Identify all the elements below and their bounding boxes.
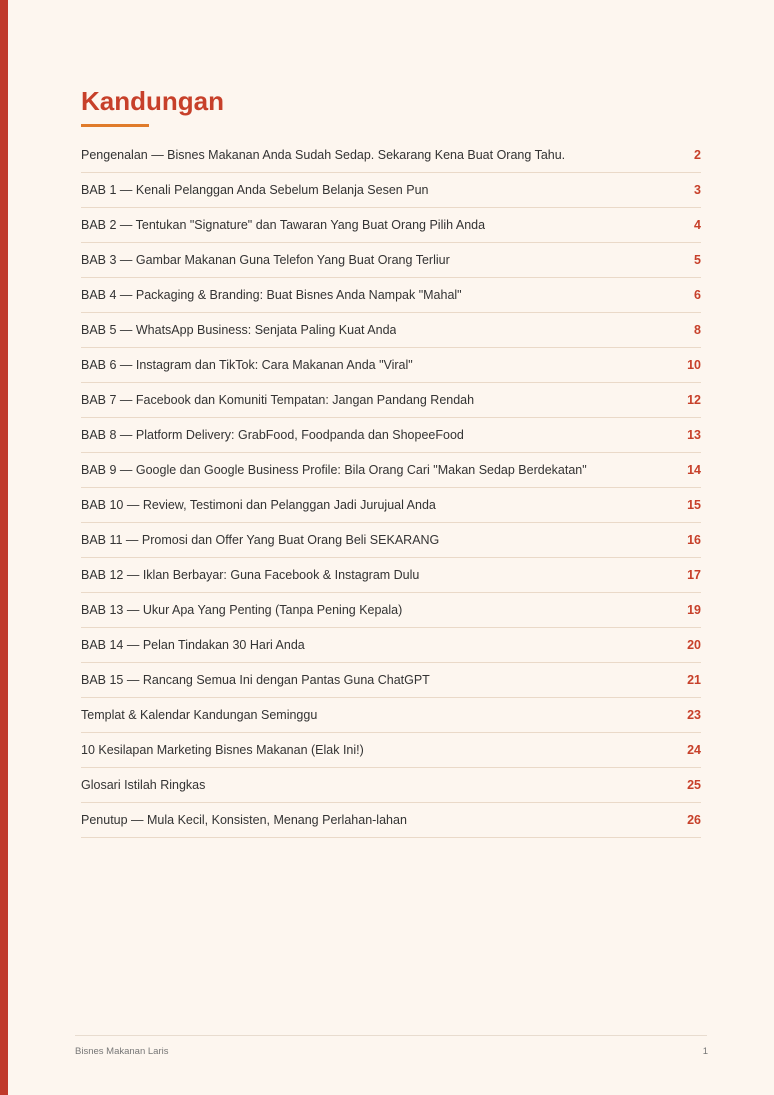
toc-item-label: BAB 12 — Iklan Berbayar: Guna Facebook & Instagram Dulu [81, 568, 420, 582]
toc-item-page: 20 [687, 638, 701, 652]
toc-item-label: Penutup — Mula Kecil, Konsisten, Menang Perlahan-lahan [81, 813, 407, 827]
toc-item-label: BAB 11 — Promosi dan Offer Yang Buat Orang Beli SEKARANG [81, 533, 440, 547]
footer-divider [75, 1035, 707, 1036]
toc-item-page: 19 [687, 603, 701, 617]
toc-item[interactable] [81, 733, 701, 768]
toc-item[interactable] [81, 453, 701, 488]
toc-item-page: 13 [687, 428, 701, 442]
toc-item-page: 26 [687, 813, 701, 827]
toc-item-page: 12 [687, 393, 701, 407]
toc-item-label: BAB 10 — Review, Testimoni dan Pelanggan Jadi Jurujual Anda [81, 498, 436, 512]
toc-item-page: 21 [687, 673, 701, 687]
toc-item-label: BAB 8 — Platform Delivery: GrabFood, Foodpanda dan ShopeeFood [81, 428, 464, 442]
toc-item-label: BAB 1 — Kenali Pelanggan Anda Sebelum Belanja Sesen Pun [81, 183, 429, 197]
toc-item[interactable] [81, 593, 701, 628]
toc-item[interactable] [81, 558, 701, 593]
toc-item-label: Pengenalan — Bisnes Makanan Anda Sudah Sedap. Sekarang Kena Buat Orang Tahu. [81, 148, 566, 162]
toc-item-label: Templat & Kalendar Kandungan Seminggu [81, 708, 318, 722]
toc-item[interactable] [81, 418, 701, 453]
toc-item-page: 24 [687, 743, 701, 757]
toc-item-page: 25 [687, 778, 701, 792]
toc-item[interactable] [81, 208, 701, 243]
left-accent-bar [0, 0, 8, 1095]
toc-item[interactable] [81, 173, 701, 208]
toc-item-label: BAB 2 — Tentukan "Signature" dan Tawaran Yang Buat Orang Pilih Anda [81, 218, 486, 232]
toc-item[interactable] [81, 523, 701, 558]
toc-item-page: 8 [694, 323, 701, 337]
footer-page-number: 1 [702, 1046, 708, 1057]
toc-item-label: BAB 5 — WhatsApp Business: Senjata Paling Kuat Anda [81, 323, 397, 337]
toc-item-label: Glosari Istilah Ringkas [81, 778, 206, 792]
toc-item-page: 14 [687, 463, 701, 477]
toc-item[interactable] [81, 488, 701, 523]
toc-item-page: 6 [694, 288, 701, 302]
toc-item-page: 15 [687, 498, 701, 512]
toc-item[interactable] [81, 243, 701, 278]
toc-item-label: BAB 4 — Packaging & Branding: Buat Bisnes Anda Nampak "Mahal" [81, 288, 462, 302]
toc-item[interactable] [81, 698, 701, 733]
page-title: Kandungan [81, 86, 224, 116]
toc-item[interactable] [81, 313, 701, 348]
toc-item-label: BAB 6 — Instagram dan TikTok: Cara Makanan Anda "Viral" [81, 358, 413, 372]
toc-item-page: 3 [694, 183, 701, 197]
toc-item[interactable] [81, 768, 701, 803]
toc-item-label: BAB 13 — Ukur Apa Yang Penting (Tanpa Pening Kepala) [81, 603, 403, 617]
toc-list [81, 138, 701, 838]
toc-item[interactable] [81, 663, 701, 698]
toc-item-page: 16 [687, 533, 701, 547]
toc-item-label: 10 Kesilapan Marketing Bisnes Makanan (Elak Ini!) [81, 743, 364, 757]
toc-item[interactable] [81, 348, 701, 383]
toc-item-label: BAB 9 — Google dan Google Business Profile: Bila Orang Cari "Makan Sedap Berdekatan" [81, 463, 587, 477]
toc-item[interactable] [81, 278, 701, 313]
toc-item[interactable] [81, 383, 701, 418]
toc-page [81, 86, 701, 838]
toc-item-page: 4 [694, 218, 701, 232]
toc-item-label: BAB 7 — Facebook dan Komuniti Tempatan: Jangan Pandang Rendah [81, 393, 475, 407]
toc-item-page: 5 [694, 253, 701, 267]
toc-item[interactable] [81, 138, 701, 173]
toc-item-label: BAB 14 — Pelan Tindakan 30 Hari Anda [81, 638, 305, 652]
toc-item-label: BAB 15 — Rancang Semua Ini dengan Pantas Guna ChatGPT [81, 673, 430, 687]
toc-item-page: 17 [687, 568, 701, 582]
toc-item-page: 23 [687, 708, 701, 722]
toc-item-page: 2 [694, 148, 701, 162]
title-underline [81, 124, 149, 127]
toc-item[interactable] [81, 628, 701, 663]
footer-book-title: Bisnes Makanan Laris [75, 1046, 169, 1057]
toc-item[interactable] [81, 803, 701, 838]
toc-item-page: 10 [687, 358, 701, 372]
toc-item-label: BAB 3 — Gambar Makanan Guna Telefon Yang Buat Orang Terliur [81, 253, 450, 267]
